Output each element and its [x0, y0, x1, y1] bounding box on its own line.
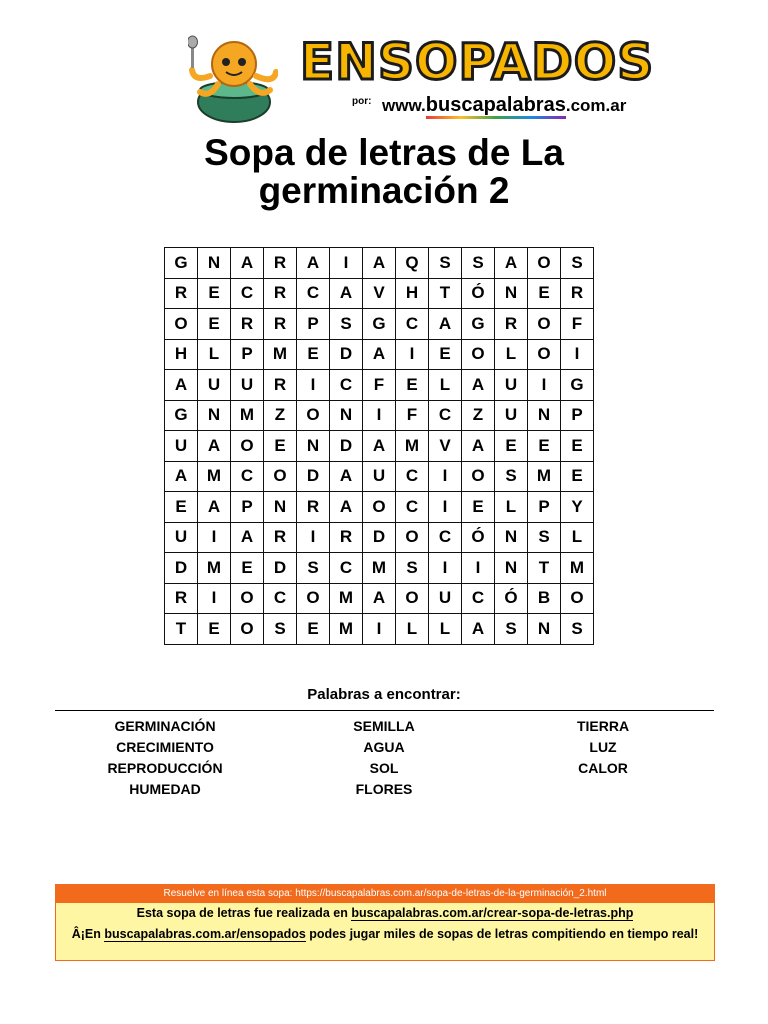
words-heading: Palabras a encontrar:	[307, 686, 461, 703]
grid-cell[interactable]: I	[198, 522, 231, 553]
grid-cell[interactable]: R	[264, 309, 297, 340]
grid-cell[interactable]: R	[330, 522, 363, 553]
grid-cell[interactable]: O	[297, 583, 330, 614]
grid-cell[interactable]: N	[330, 400, 363, 431]
word-item: CALOR	[578, 760, 628, 776]
grid-cell[interactable]: D	[165, 553, 198, 584]
grid-cell[interactable]: M	[198, 553, 231, 584]
grid-cell[interactable]: V	[429, 431, 462, 462]
word-item: SOL	[369, 760, 399, 776]
word-item: HUMEDAD	[129, 781, 201, 797]
grid-cell[interactable]: C	[396, 309, 429, 340]
grid-cell[interactable]: I	[363, 400, 396, 431]
grid-cell[interactable]: I	[528, 370, 561, 401]
grid-cell[interactable]: A	[462, 370, 495, 401]
grid-cell[interactable]: O	[462, 461, 495, 492]
site-prefix: www.	[382, 96, 426, 115]
grid-cell[interactable]: I	[561, 339, 594, 370]
grid-cell[interactable]: D	[297, 461, 330, 492]
grid-cell[interactable]: D	[264, 553, 297, 584]
brand-wordmark: ENSOPADOS	[300, 33, 655, 91]
grid-cell[interactable]: E	[198, 278, 231, 309]
grid-cell[interactable]: F	[363, 370, 396, 401]
grid-cell[interactable]: O	[165, 309, 198, 340]
grid-cell[interactable]: A	[330, 461, 363, 492]
grid-cell[interactable]: E	[495, 431, 528, 462]
by-label: por:	[352, 96, 372, 107]
grid-cell[interactable]: A	[231, 248, 264, 279]
grid-cell[interactable]: M	[198, 461, 231, 492]
made-with-line	[56, 903, 714, 924]
word-list-column-3	[523, 716, 683, 779]
grid-cell[interactable]: G	[165, 400, 198, 431]
grid-cell[interactable]: A	[165, 461, 198, 492]
grid-cell[interactable]: E	[198, 614, 231, 645]
grid-cell[interactable]: E	[561, 461, 594, 492]
grid-cell[interactable]: M	[231, 400, 264, 431]
site-suffix: .com.ar	[565, 96, 627, 115]
word-item: FLORES	[355, 781, 413, 797]
grid-cell[interactable]: O	[462, 339, 495, 370]
grid-cell[interactable]: A	[462, 614, 495, 645]
grid-cell[interactable]: E	[264, 431, 297, 462]
grid-cell[interactable]: E	[231, 553, 264, 584]
grid-cell[interactable]: E	[528, 278, 561, 309]
online-link[interactable]: Resuelve en línea esta sopa: https://buscapalabras.com.ar/sopa-de-letras-de-la-germinación_2.html	[56, 885, 714, 903]
grid-cell[interactable]: S	[462, 248, 495, 279]
grid-cell[interactable]: B	[528, 583, 561, 614]
grid-cell[interactable]: S	[495, 614, 528, 645]
grid-cell[interactable]: A	[363, 583, 396, 614]
divider	[55, 710, 714, 711]
grid-cell[interactable]: R	[264, 278, 297, 309]
grid-cell[interactable]: N	[528, 614, 561, 645]
grid-cell[interactable]: E	[165, 492, 198, 523]
grid-row	[165, 400, 594, 431]
grid-cell[interactable]: U	[231, 370, 264, 401]
grid-cell[interactable]: Ó	[462, 522, 495, 553]
grid-cell[interactable]: C	[231, 461, 264, 492]
grid-cell[interactable]: R	[165, 583, 198, 614]
grid-cell[interactable]: L	[561, 522, 594, 553]
grid-row	[165, 461, 594, 492]
grid-cell[interactable]: L	[495, 492, 528, 523]
grid-row	[165, 339, 594, 370]
grid-cell[interactable]: O	[363, 492, 396, 523]
ensopados-logo	[180, 28, 655, 128]
grid-cell[interactable]: F	[396, 400, 429, 431]
grid-cell[interactable]: S	[528, 522, 561, 553]
grid-cell[interactable]: D	[330, 431, 363, 462]
grid-cell[interactable]: O	[528, 339, 561, 370]
grid-cell[interactable]: C	[297, 278, 330, 309]
grid-cell[interactable]: E	[462, 492, 495, 523]
grid-cell[interactable]: S	[396, 553, 429, 584]
grid-cell[interactable]: D	[330, 339, 363, 370]
grid-cell[interactable]: I	[429, 461, 462, 492]
grid-row	[165, 522, 594, 553]
grid-cell[interactable]: O	[396, 583, 429, 614]
grid-cell[interactable]: I	[462, 553, 495, 584]
grid-cell[interactable]: P	[561, 400, 594, 431]
grid-cell[interactable]: L	[495, 339, 528, 370]
made-with-text: Esta sopa de letras fue realizada en	[136, 906, 352, 920]
grid-cell[interactable]: O	[297, 400, 330, 431]
grid-cell[interactable]: O	[528, 309, 561, 340]
octopus-mascot-icon	[188, 32, 278, 124]
play-text-post: podes jugar miles de sopas de letras compitiendo en tiempo real!	[305, 927, 699, 941]
grid-cell[interactable]: E	[297, 614, 330, 645]
ensopados-link[interactable]: buscapalabras.com.ar/ensopados	[104, 927, 306, 941]
word-item: AGUA	[363, 739, 405, 755]
grid-cell[interactable]: O	[231, 431, 264, 462]
grid-cell[interactable]: A	[429, 309, 462, 340]
grid-row	[165, 248, 594, 279]
grid-cell[interactable]: C	[231, 278, 264, 309]
grid-cell[interactable]: M	[561, 553, 594, 584]
grid-cell[interactable]: G	[561, 370, 594, 401]
grid-row	[165, 553, 594, 584]
grid-cell[interactable]: E	[528, 431, 561, 462]
grid-cell[interactable]: Q	[396, 248, 429, 279]
grid-cell[interactable]: O	[396, 522, 429, 553]
grid-cell[interactable]: T	[165, 614, 198, 645]
grid-cell[interactable]: C	[429, 400, 462, 431]
grid-cell[interactable]: G	[363, 309, 396, 340]
grid-cell[interactable]: R	[297, 492, 330, 523]
grid-cell[interactable]: U	[363, 461, 396, 492]
grid-cell[interactable]: C	[429, 522, 462, 553]
grid-cell[interactable]: H	[396, 278, 429, 309]
grid-cell[interactable]: E	[429, 339, 462, 370]
grid-cell[interactable]: I	[396, 339, 429, 370]
grid-cell[interactable]: N	[495, 278, 528, 309]
word-item: GERMINACIÓN	[114, 718, 216, 734]
grid-cell[interactable]: D	[363, 522, 396, 553]
word-item: LUZ	[589, 739, 617, 755]
grid-cell[interactable]: I	[297, 522, 330, 553]
grid-cell[interactable]: Y	[561, 492, 594, 523]
grid-cell[interactable]: A	[198, 431, 231, 462]
grid-cell[interactable]: N	[198, 248, 231, 279]
grid-cell[interactable]: I	[429, 492, 462, 523]
grid-cell[interactable]: C	[330, 370, 363, 401]
grid-cell[interactable]: P	[231, 492, 264, 523]
grid-row	[165, 431, 594, 462]
grid-cell[interactable]: T	[429, 278, 462, 309]
grid-cell[interactable]: Ó	[462, 278, 495, 309]
word-item: SEMILLA	[353, 718, 415, 734]
grid-cell[interactable]: M	[396, 431, 429, 462]
grid-cell[interactable]: G	[462, 309, 495, 340]
grid-cell[interactable]: I	[297, 370, 330, 401]
grid-row	[165, 492, 594, 523]
grid-cell[interactable]: P	[297, 309, 330, 340]
play-text-pre: Â¡En	[71, 927, 105, 941]
grid-cell[interactable]: Z	[264, 400, 297, 431]
grid-cell[interactable]: A	[363, 431, 396, 462]
grid-cell[interactable]: A	[330, 492, 363, 523]
grid-cell[interactable]: O	[264, 461, 297, 492]
grid-cell[interactable]: U	[165, 431, 198, 462]
grid-cell[interactable]: R	[165, 278, 198, 309]
grid-cell[interactable]: A	[330, 278, 363, 309]
grid-cell[interactable]: S	[297, 553, 330, 584]
grid-cell[interactable]: A	[462, 431, 495, 462]
grid-cell[interactable]: R	[264, 248, 297, 279]
grid-cell[interactable]: V	[363, 278, 396, 309]
grid-row	[165, 309, 594, 340]
grid-cell[interactable]: A	[198, 492, 231, 523]
grid-cell[interactable]: M	[264, 339, 297, 370]
grid-cell[interactable]: O	[561, 583, 594, 614]
word-item: REPRODUCCIÓN	[107, 760, 223, 776]
word-list-column-1	[85, 716, 245, 800]
grid-cell[interactable]: U	[495, 400, 528, 431]
footer-box	[55, 884, 715, 961]
grid-cell[interactable]: E	[561, 431, 594, 462]
grid-cell[interactable]: L	[396, 614, 429, 645]
grid-cell[interactable]: A	[165, 370, 198, 401]
title-line: Sopa de letras de La	[204, 132, 564, 173]
grid-cell[interactable]: I	[363, 614, 396, 645]
grid-cell[interactable]: A	[231, 522, 264, 553]
grid-cell[interactable]: M	[330, 614, 363, 645]
grid-cell[interactable]: N	[495, 522, 528, 553]
grid-cell[interactable]: N	[528, 400, 561, 431]
grid-cell[interactable]: U	[198, 370, 231, 401]
grid-row	[165, 583, 594, 614]
grid-cell[interactable]: N	[198, 400, 231, 431]
grid-cell[interactable]: I	[198, 583, 231, 614]
grid-cell[interactable]: C	[396, 461, 429, 492]
grid-cell[interactable]: N	[264, 492, 297, 523]
grid-cell[interactable]: M	[363, 553, 396, 584]
grid-cell[interactable]: M	[330, 583, 363, 614]
grid-cell[interactable]: A	[297, 248, 330, 279]
grid-cell[interactable]: P	[528, 492, 561, 523]
grid-cell[interactable]: S	[495, 461, 528, 492]
grid-cell[interactable]: P	[231, 339, 264, 370]
grid-cell[interactable]: A	[495, 248, 528, 279]
grid-cell[interactable]: G	[165, 248, 198, 279]
grid-cell[interactable]: E	[297, 339, 330, 370]
grid-cell[interactable]: Z	[462, 400, 495, 431]
grid-cell[interactable]: H	[165, 339, 198, 370]
grid-cell[interactable]: I	[429, 553, 462, 584]
grid-cell[interactable]: O	[528, 248, 561, 279]
grid-cell[interactable]: S	[561, 248, 594, 279]
grid-cell[interactable]: R	[495, 309, 528, 340]
grid-cell[interactable]: L	[429, 614, 462, 645]
grid-cell[interactable]: R	[264, 370, 297, 401]
grid-cell[interactable]: L	[198, 339, 231, 370]
grid-cell[interactable]: I	[330, 248, 363, 279]
title-line: germinación 2	[258, 170, 510, 211]
grid-cell[interactable]: C	[330, 553, 363, 584]
word-item: CRECIMIENTO	[116, 739, 214, 755]
grid-cell[interactable]: S	[330, 309, 363, 340]
site-domain: buscapalabras	[426, 94, 566, 119]
letter-grid	[164, 247, 594, 645]
grid-cell[interactable]: Ó	[495, 583, 528, 614]
grid-cell[interactable]: N	[495, 553, 528, 584]
grid-cell[interactable]: N	[297, 431, 330, 462]
word-item: TIERRA	[576, 718, 630, 734]
grid-cell[interactable]: C	[462, 583, 495, 614]
grid-cell[interactable]: C	[396, 492, 429, 523]
grid-row	[165, 370, 594, 401]
grid-cell[interactable]: U	[165, 522, 198, 553]
grid-cell[interactable]: O	[231, 583, 264, 614]
grid-cell[interactable]: F	[561, 309, 594, 340]
grid-cell[interactable]: M	[528, 461, 561, 492]
grid-cell[interactable]: R	[561, 278, 594, 309]
grid-cell[interactable]: U	[429, 583, 462, 614]
grid-cell[interactable]: S	[561, 614, 594, 645]
grid-cell[interactable]: L	[429, 370, 462, 401]
grid-cell[interactable]: T	[528, 553, 561, 584]
play-line	[56, 924, 714, 945]
grid-cell[interactable]: E	[198, 309, 231, 340]
grid-cell[interactable]: A	[363, 248, 396, 279]
grid-cell[interactable]: R	[231, 309, 264, 340]
grid-cell[interactable]: A	[363, 339, 396, 370]
site-url[interactable]	[382, 94, 626, 117]
grid-cell[interactable]: S	[429, 248, 462, 279]
grid-cell[interactable]: U	[495, 370, 528, 401]
grid-cell[interactable]: E	[396, 370, 429, 401]
grid-row	[165, 278, 594, 309]
grid-row	[165, 614, 594, 645]
grid-cell[interactable]: C	[264, 583, 297, 614]
create-puzzle-link[interactable]: buscapalabras.com.ar/crear-sopa-de-letras.php	[351, 906, 634, 920]
grid-cell[interactable]: O	[231, 614, 264, 645]
grid-cell[interactable]: S	[264, 614, 297, 645]
grid-cell[interactable]: R	[264, 522, 297, 553]
page-title	[0, 134, 768, 210]
word-list-column-2	[304, 716, 464, 800]
